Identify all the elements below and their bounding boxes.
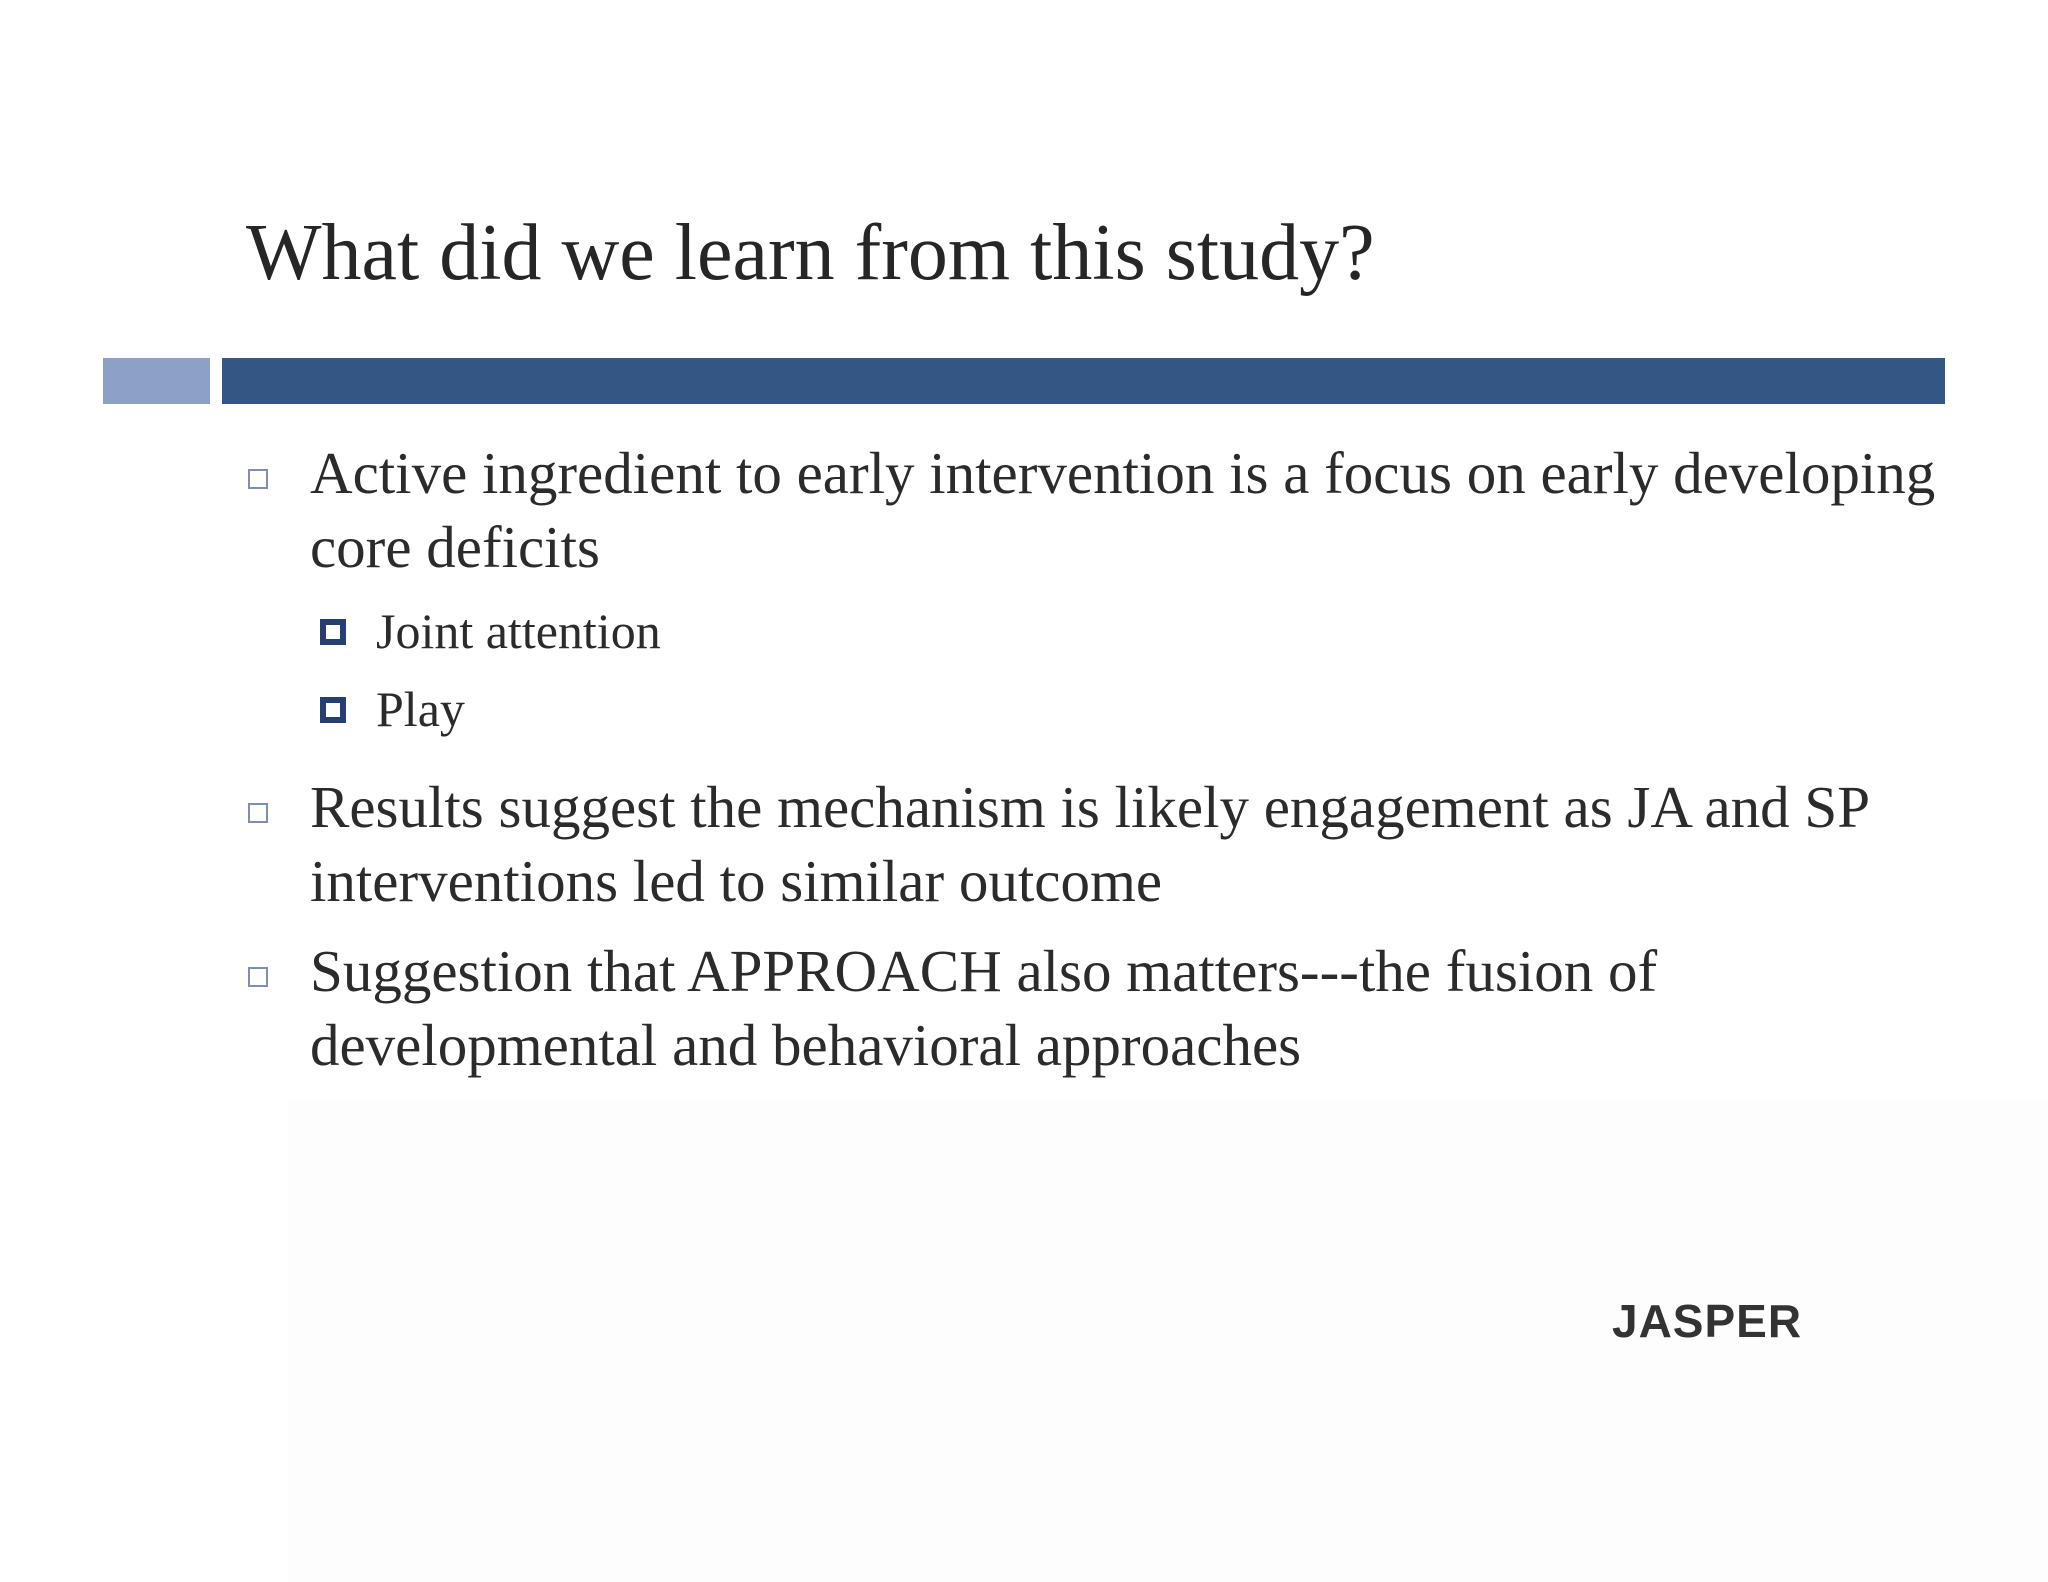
bullet-text: Results suggest the mechanism is likely engagement as JA and SP interventions led to similar outcome: [310, 774, 1868, 914]
jasper-logo: JASPER: [1612, 1295, 1803, 1347]
bullet-text: Suggestion that APPROACH also matters---the fusion of developmental and behavioral approaches: [310, 938, 1658, 1078]
sub-bullet-item: [310, 670, 1946, 748]
sub-bullet-item: [310, 592, 1946, 670]
bullet-item: [246, 934, 1946, 1082]
bullet-item: [246, 770, 1946, 918]
sub-bullet-text: Play: [376, 681, 465, 737]
bullet-item: [246, 436, 1946, 584]
filled-square-bullet-icon: [320, 619, 346, 645]
hollow-square-bullet-icon: [248, 469, 268, 489]
bullet-text: Active ingredient to early intervention is a focus on early developing core deficits: [310, 440, 1936, 580]
sub-bullet-text: Joint attention: [376, 603, 661, 659]
bullet-list: [246, 436, 1946, 1082]
hollow-square-bullet-icon: [248, 967, 268, 987]
accent-bar-dark: [222, 358, 1945, 404]
slide-title: What did we learn from this study?: [246, 209, 1375, 297]
hollow-square-bullet-icon: [248, 803, 268, 823]
accent-bar-light: [103, 358, 210, 404]
filled-square-bullet-icon: [320, 697, 346, 723]
